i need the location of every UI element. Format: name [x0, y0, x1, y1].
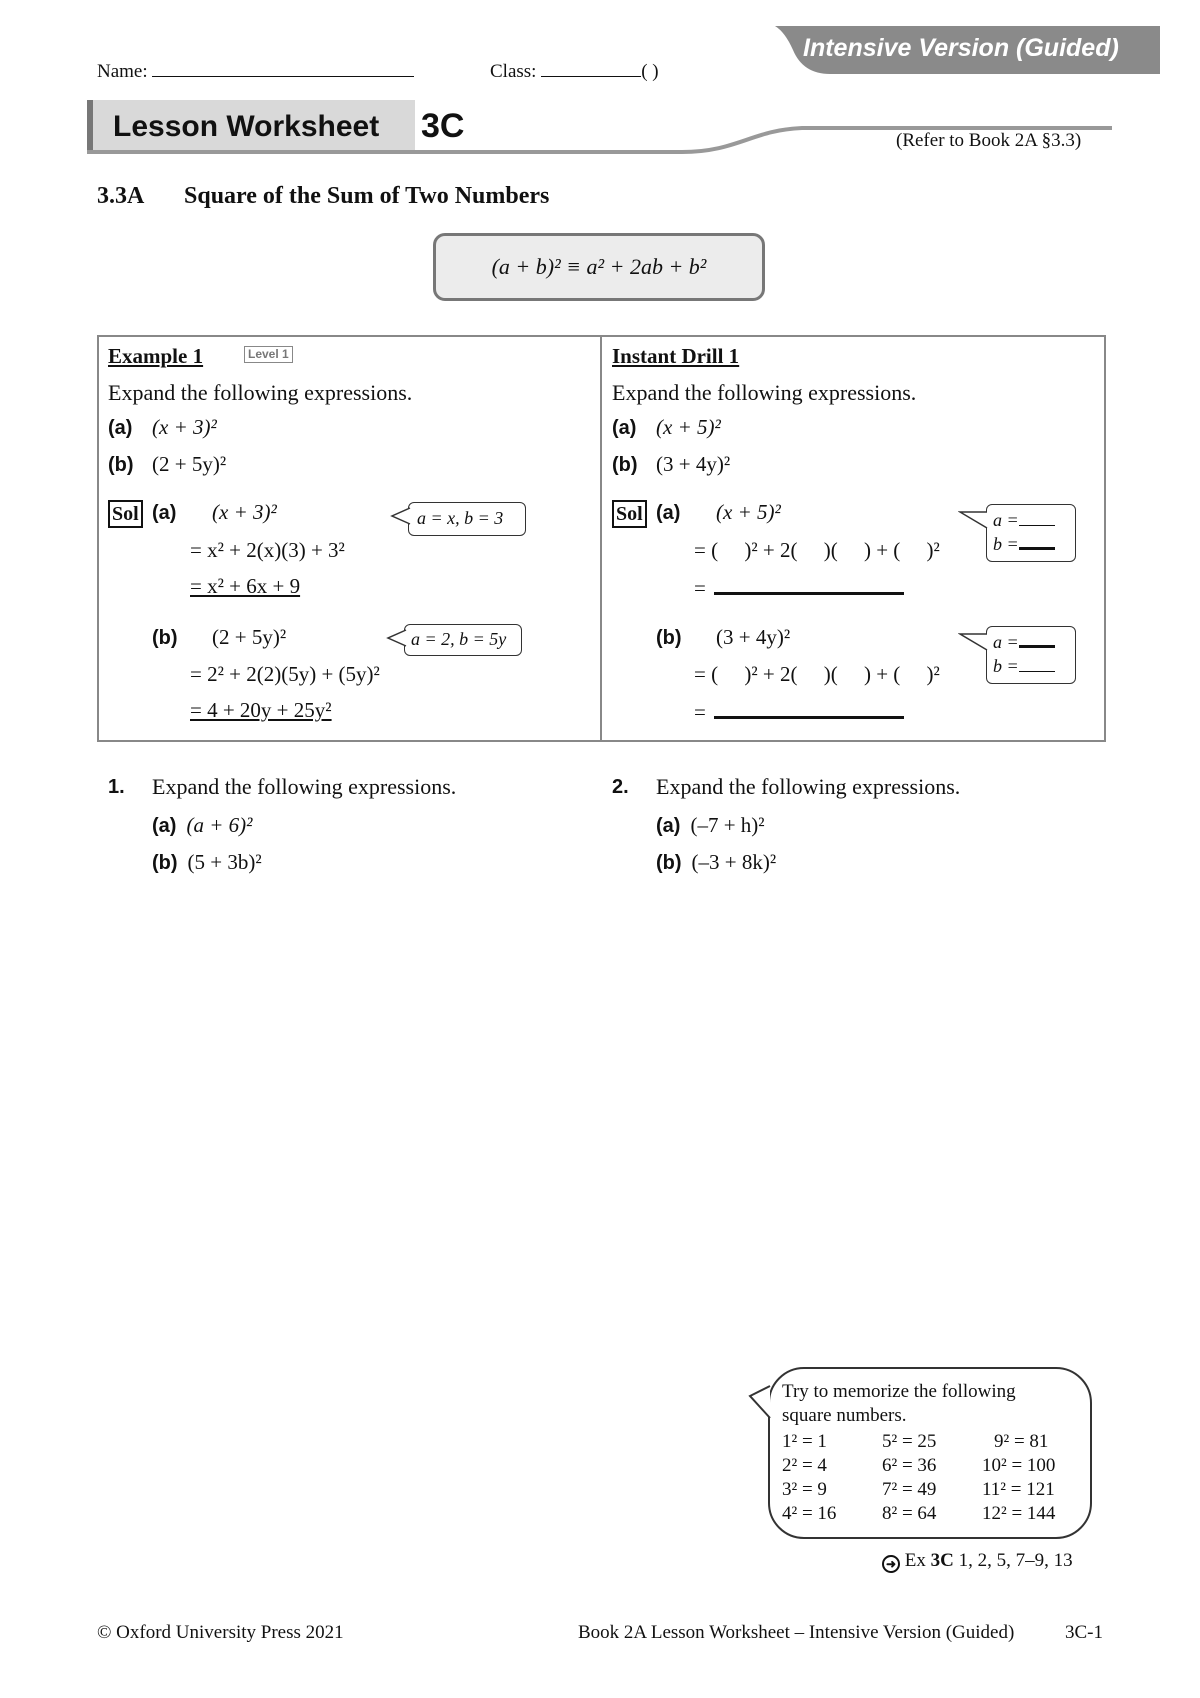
example-sol-a-label: (a) [152, 502, 177, 524]
example-hint-a-text: a = x, b = 3 [417, 508, 504, 528]
drill-hint-b[interactable] [986, 626, 1076, 684]
square-item: 10² = 100 [982, 1455, 1056, 1476]
class-field[interactable] [490, 58, 659, 83]
identity-formula: (a + b)² ≡ a² + 2ab + b² [491, 254, 707, 279]
example-part-b-label: (b) [108, 454, 134, 476]
drill-sol-b-answer-line[interactable]: = [694, 698, 904, 725]
name-label: Name: [97, 61, 148, 82]
question-2 [612, 774, 1062, 874]
drill-sol-b-expr: (3 + 4y)² [716, 625, 791, 649]
example-hint-a [408, 502, 526, 536]
example-part-b-expr: (2 + 5y)² [152, 452, 227, 476]
question-2-b-label: (b) [656, 852, 682, 874]
exercise-code: 3C [930, 1550, 954, 1571]
drill-part-b-expr: (3 + 4y)² [656, 452, 731, 476]
square-item: 3² = 9 [782, 1479, 827, 1500]
question-1-b-expr: (5 + 3b)² [187, 850, 262, 874]
example-hint-b [404, 624, 522, 656]
question-2-text: Expand the following expressions. [656, 774, 961, 799]
drill-sol-a-expr: (x + 5)² [716, 500, 781, 524]
drill-sol-a-answer-line[interactable]: = [694, 574, 904, 601]
drill-title: Instant Drill 1 [612, 344, 740, 368]
drill-hint-a[interactable] [986, 504, 1076, 562]
drill-part-b-label: (b) [612, 454, 638, 476]
example-hint-a-pointer [390, 506, 412, 528]
square-item: 11² = 121 [982, 1479, 1055, 1500]
drill-hint-b-b: b = [993, 656, 1019, 676]
example-sol-a-answer-text: = x² + 6x + 9 [190, 574, 301, 598]
example-sol-b-answer [190, 698, 332, 723]
tip-bubble-pointer [748, 1384, 772, 1424]
level-badge: Level 1 [244, 346, 293, 363]
question-1-a-expr: (a + 6)² [186, 813, 253, 837]
drill-hint-b-a: a = [993, 632, 1019, 652]
square-table [782, 1431, 1082, 1525]
example-sol-a-expr: (x + 3)² [212, 500, 277, 524]
question-2-b-expr: (–3 + 8k)² [691, 850, 777, 874]
drill-part-a-label: (a) [612, 417, 637, 439]
class-label: Class: [490, 61, 537, 82]
example-instruction: Expand the following expressions. [108, 380, 413, 405]
example-hint-b-text: a = 2, b = 5y [411, 629, 507, 649]
example-part-a-expr: (x + 3)² [152, 415, 217, 439]
example-sol-b-label: (b) [152, 627, 178, 649]
drill-sol-label: Sol [612, 500, 647, 528]
footer-book: Book 2A Lesson Worksheet – Intensive Version (Guided) [578, 1622, 1015, 1643]
section-title: Square of the Sum of Two Numbers [184, 183, 550, 209]
drill-hint-a-pointer [958, 508, 988, 534]
question-1-b-label: (b) [152, 852, 178, 874]
drill-sol-a-template: = ( )² + 2( )( ) + ( )² [694, 538, 940, 562]
arrow-circle-icon: ➜ [882, 1555, 900, 1573]
drill-hint-b-pointer [958, 630, 988, 656]
question-2-a-expr: (–7 + h)² [690, 813, 765, 837]
section-number: 3.3A [97, 183, 145, 209]
question-1-text: Expand the following expressions. [152, 774, 457, 799]
question-1-a-label: (a) [152, 815, 177, 837]
page-title: Lesson Worksheet [113, 110, 380, 143]
question-1 [108, 774, 558, 874]
tip-bubble [768, 1367, 1092, 1539]
example-sol-label: Sol [108, 500, 143, 528]
version-tag [775, 26, 1160, 74]
drill-hint-a-b: b = [993, 534, 1019, 554]
drill-hint-a-a: a = [993, 510, 1019, 530]
exercise-prefix: Ex [904, 1550, 926, 1571]
example-hint-b-pointer [386, 628, 408, 650]
version-tag-text: Intensive Version (Guided) [803, 34, 1119, 62]
square-item: 8² = 64 [882, 1503, 937, 1524]
book-reference: (Refer to Book 2A §3.3) [896, 130, 1082, 151]
square-item: 9² = 81 [994, 1431, 1049, 1452]
name-field[interactable] [97, 58, 414, 83]
example-sol-a-answer [190, 574, 300, 599]
worksheet-code: 3C [421, 107, 465, 145]
square-item: 2² = 4 [782, 1455, 827, 1476]
example-sol-b-step1: = 2² + 2(2)(5y) + (5y)² [190, 662, 380, 686]
footer-copyright: © Oxford University Press 2021 [97, 1622, 344, 1643]
question-2-number: 2. [612, 776, 629, 798]
square-item: 4² = 16 [782, 1503, 837, 1524]
drill-sol-b-template: = ( )² + 2( )( ) + ( )² [694, 662, 940, 686]
drill-sol-a-label: (a) [656, 502, 681, 524]
drill-instruction: Expand the following expressions. [612, 380, 917, 405]
exercise-items: 1, 2, 5, 7–9, 13 [958, 1550, 1073, 1571]
exercise-reference[interactable] [882, 1550, 1073, 1573]
identity-box [433, 233, 765, 301]
example-sol-a-step1: = x² + 2(x)(3) + 3² [190, 538, 345, 562]
drill-part-a-expr: (x + 5)² [656, 415, 721, 439]
tip-line-2: square numbers. [782, 1405, 907, 1426]
class-number-slot: ( ) [641, 61, 659, 82]
table-divider [600, 335, 602, 742]
example-sol-b-expr: (2 + 5y)² [212, 625, 287, 649]
square-item: 1² = 1 [782, 1431, 827, 1452]
square-item: 6² = 36 [882, 1455, 937, 1476]
example-sol-b-answer-text: = 4 + 20y + 25y² [190, 698, 332, 722]
tip-line-1: Try to memorize the following [782, 1381, 1016, 1402]
example-title: Example 1 [108, 344, 204, 368]
square-item: 5² = 25 [882, 1431, 937, 1452]
example-part-a-label: (a) [108, 417, 133, 439]
question-1-number: 1. [108, 776, 125, 798]
square-item: 12² = 144 [982, 1503, 1056, 1524]
square-item: 7² = 49 [882, 1479, 937, 1500]
drill-sol-b-label: (b) [656, 627, 682, 649]
question-2-a-label: (a) [656, 815, 681, 837]
footer-page: 3C-1 [1065, 1622, 1103, 1643]
